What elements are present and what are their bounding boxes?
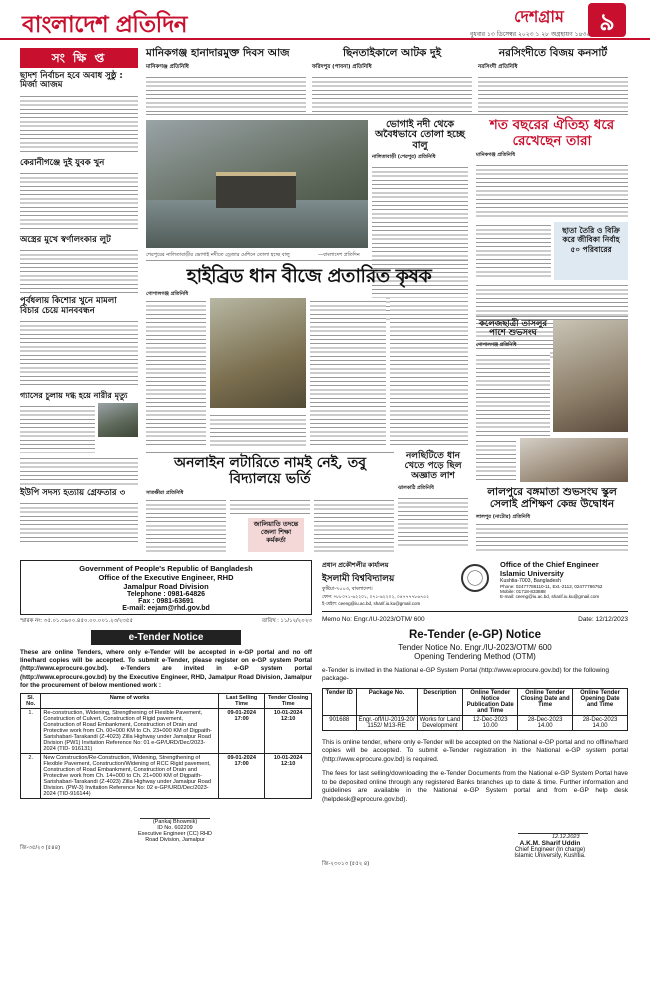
iu-th-pub: Online Tender Notice Publication Date and Time xyxy=(463,688,518,715)
story-hybrid-col4 xyxy=(390,298,468,448)
rule-top xyxy=(146,114,628,115)
story-hybrid-credit: গোপালগঞ্জ প্রতিনিধি xyxy=(146,291,189,297)
story-lalpur-photo[interactable] xyxy=(520,438,628,482)
story-manikganj-credit: মানিকগঞ্জ প্রতিনিধি xyxy=(146,63,189,70)
story-manikganj-headline[interactable]: মানিকগঞ্জ হানাদারমুক্ত দিবস আজ xyxy=(146,47,290,59)
story-college-photo[interactable] xyxy=(553,320,628,432)
iu-r1-id: 901688 xyxy=(323,715,357,730)
iu-th-close: Online Tender Closing Date and Time xyxy=(518,688,573,715)
story-bhogai-headline[interactable]: ভোগাই নদী থেকে অবৈধভাবে তোলা হচ্ছে বালু xyxy=(375,119,465,151)
rhd-r1-name: Re-construction, Widening, Strengthening of Flexible Pavement, Construction of Culvert, Construction of Rigid pavement, Construction of Road Embankment, Construction of Drain and Protective work from Ch. 00+000 KM to Ch. 23+000 KM of Digpaith-Sarishabari-Tarakandi (Z-4023) Zilla Highway under Jamalpur Road Division (PW1) Invitation Reference No: 01 e-GP/URD/Dec/2023-2024 (TID- 916131) xyxy=(41,708,219,753)
brief-headline-1[interactable]: ছাদশ নির্বাচন হবে অবাধ সুষ্ঠু : মির্জা আজম xyxy=(20,71,123,91)
rhd-th-sl: Sl. No. xyxy=(21,693,41,708)
rhd-r2-sell: 09-01-2024 17:00 xyxy=(218,753,265,798)
photo-caption: শেরপুরের নালিতাবাড়ীর ভোগাই নদীতে ড্রেজার মেশিনে তোলা হচ্ছে বালু xyxy=(146,252,290,258)
iu-th-pkg: Package No. xyxy=(356,688,417,715)
iu-date: Date: 12/12/2023 xyxy=(578,616,628,623)
iu-title: Re-Tender (e-GP) Notice xyxy=(408,629,542,641)
story-narsingdi-headline[interactable]: নরসিংদীতে বিজয় কনসার্ট xyxy=(498,47,608,59)
brief-headline-2[interactable]: কেরানীগঞ্জে দুই যুবক খুন xyxy=(20,157,105,168)
story-nalkup-body xyxy=(398,495,468,547)
story-bhogai-credit: নালিতাবাড়ী (শেরপুর) প্রতিনিধি xyxy=(372,154,436,161)
rhd-r2-close: 10-01-2024 12:10 xyxy=(265,753,312,798)
story-lalpur-side xyxy=(476,438,516,482)
rhd-footer-id: জি-৩৫/২৩ (৫৪৪) xyxy=(20,844,61,851)
iu-para2: The fees for last selling/downloading the e-Tender Documents from the National e-GP System Portal have to be deposited online through any registered Banks branches up to date & time. Further information and guidelines are available in the National e-GP System portal and from e-GP help desk (helpdesk@eprocure.gov.bd). xyxy=(322,770,628,803)
story-snatching-credit: ফরিদপুর (পাবনা) প্রতিনিধি xyxy=(312,63,372,70)
rule-online xyxy=(146,452,394,453)
brief-headline-3[interactable]: অস্ত্রের মুখে স্বর্ণালংকার লুট xyxy=(20,235,111,246)
briefs-title: সং ক্ষি প্ত xyxy=(20,48,138,68)
rhd-sig-id: ID No. 602209 xyxy=(157,824,193,831)
story-shoto-credit: মানিকগঞ্জ প্রতিনিধি xyxy=(476,152,515,159)
story-snatching-body xyxy=(312,74,472,114)
rhd-date: তারিখ : ১১/১২/২০২৩ xyxy=(261,618,312,624)
rhd-r1-close: 10-01-2024 12:10 xyxy=(265,708,312,753)
rhd-memo: স্মারক নং: ৩৫.০১.৩৯০০.৪৫০.০০.০০১.২৩/২৩৫৫ xyxy=(20,618,133,624)
iu-memo: Memo No: Engr./IU-2023/OTM/ 600 xyxy=(322,616,425,623)
iu-r1-pkg: Engr.-off/IU-2019-20/ 1152/ M13-RE xyxy=(356,715,417,730)
rhd-office: Office of the Executive Engineer, RHD xyxy=(98,573,234,582)
iu-sig-name: A.K.M. Sharif Uddin xyxy=(519,839,581,847)
iu-en-office: Office of the Chief Engineer xyxy=(500,560,599,569)
story-snatching xyxy=(312,48,472,114)
story-shoto-box: ছাতা তৈরি ও বিক্রি করে জীবিকা নির্বাহ ৫০ পরিবারের xyxy=(554,222,628,280)
story-manikganj-body xyxy=(146,74,306,114)
brief-body-5b xyxy=(20,455,138,485)
iu-footer-id: জি-২৩০১৩ (৫৫২ ৪) xyxy=(322,860,370,867)
story-lalpur-credit: লালপুর (নাটোর) প্রতিনিধি xyxy=(476,514,531,520)
story-online-col3 xyxy=(314,497,394,552)
brief-headline-6[interactable]: ইউপি সদস্য হত্যায় গ্রেফতার ৩ xyxy=(20,487,126,498)
iu-r1-pub: 12-Dec-2023 10.00 xyxy=(463,715,518,730)
story-hybrid-photo[interactable] xyxy=(210,298,306,408)
brief-body-4 xyxy=(20,318,138,388)
main-photo[interactable] xyxy=(146,120,368,248)
iu-sub2: Opening Tendering Method (OTM) xyxy=(414,652,536,661)
iu-r1-desc: Works for Land Development xyxy=(417,715,463,730)
brief-photo-5 xyxy=(98,403,138,437)
brief-headline-4[interactable]: পূর্বধলায় কিশোর খুনে মামলা বিচার চেয়ে মানববন্ধন xyxy=(20,296,117,316)
rhd-table xyxy=(20,693,312,799)
photo-credit: —বাংলাদেশ প্রতিদিন xyxy=(318,252,360,258)
notice-rhd xyxy=(20,560,312,984)
table-row xyxy=(21,708,312,753)
rhd-r2-name: New Construction/Re-Construction, Widening, Strengthening of Flexible Pavement, Construction/Widening of RCC Rigid pavement, Construction of Road Embankment, Construction of Drain and Protective work from Ch. 14+000 to Ch. 21+000 KM of Digpaith-Sarishabari-Tarakandi (Z-4023) Zilla Highway under Jamalpur Road Division. (PW-3) Invitation Reference No: 02 e-GP/URD/Dec/2023-2024 (TID-916144) xyxy=(41,753,219,798)
iu-sig-title: Chief Engineer (In charge) xyxy=(514,846,586,853)
rhd-th-close: Tender Closing Time xyxy=(265,693,312,708)
story-snatching-headline[interactable]: ছিনতাইকালে আটক দুই xyxy=(342,47,442,59)
iu-bn-email: ই-মেইল: ceeng@iu.ac.bd, sharif.iu.ku@gmail.com xyxy=(322,601,421,606)
rule-right-mid xyxy=(476,316,628,317)
brief-body-3 xyxy=(20,247,138,293)
story-shoto-body-a xyxy=(476,162,628,220)
story-online-box: জালিয়াতি তদন্তে জেলা শিক্ষা কর্মকর্তা xyxy=(248,518,304,552)
iu-para1: This is online tender, where only e-Tender will be accepted on the National e-GP portal and no offline/hard copies will be accepted. To submit e-Tender registration in the National e-GP system portal (http://www.eprocure.gov.bd) is required. xyxy=(322,738,628,763)
iu-r1-open: 28-Dec-2023 14.00 xyxy=(573,715,628,730)
story-hybrid-col2 xyxy=(210,412,306,448)
rhd-sig-place: Road Division, Jamalpur xyxy=(145,836,205,843)
brief-body-2 xyxy=(20,170,138,232)
story-online-headline[interactable]: অনলাইন লটারিতে নামই নেই, তবু বিদ্যালয়ে ভর্তি xyxy=(173,455,367,488)
story-college xyxy=(476,320,628,438)
rhd-r1-sell: 09-01-2024 17:00 xyxy=(218,708,265,753)
iu-sig-org: Islamic University, Kushtia. xyxy=(514,852,586,859)
iu-th-open: Online Tender Opening Date and Time xyxy=(573,688,628,715)
iu-bn-office: প্রধান প্রকৌশলীর কার্যালয় xyxy=(322,562,389,569)
story-hybrid-headline[interactable]: হাইব্রিড ধান বীজে প্রতারিত কৃষক xyxy=(186,265,432,287)
iu-en-phone: Phone: 02477786110-11, Ext.-2112, 02477786752 xyxy=(500,584,603,589)
photo-dredger xyxy=(216,172,296,208)
brief-headline-5[interactable]: গ্যাসের চুলায় দগ্ধ হয়ে নারীর মৃত্যু xyxy=(20,391,128,401)
iu-bn-addr: কুষ্টিয়া-৭০০৩, বাংলাদেশ। xyxy=(322,586,373,592)
iu-bn-phone: ফোন: +৮৮০৭১-৬২২০১, ০৭১-৬২২০২, ০৪৭৭৭৭৮৬৭৫২ xyxy=(322,594,430,599)
table-row xyxy=(323,715,628,730)
rhd-th-name: Name of works xyxy=(41,693,219,708)
iu-bn-univ: ইসলামী বিশ্ববিদ্যালয় xyxy=(322,573,395,583)
table-row xyxy=(21,753,312,798)
story-online-col1 xyxy=(146,497,226,552)
story-lalpur-body xyxy=(476,521,628,552)
brief-body-1 xyxy=(20,93,138,155)
rhd-division: Jamalpur Road Division xyxy=(123,582,209,591)
story-narsingdi-credit: নরসিংদী প্রতিনিধি xyxy=(478,63,518,70)
story-hybrid-col3 xyxy=(310,298,386,448)
iu-en-mobile: Mobile: 01718-833888 xyxy=(500,589,546,594)
story-online-col2 xyxy=(230,497,310,517)
iu-logo-icon xyxy=(461,564,489,592)
iu-signature xyxy=(518,818,588,834)
story-manikganj xyxy=(146,48,306,114)
story-college-body xyxy=(476,352,550,438)
rhd-tel: Telephone : 0981-64826 xyxy=(126,591,206,598)
iu-table xyxy=(322,688,628,731)
story-hybrid-col1 xyxy=(146,298,206,448)
iu-intro: e-Tender is invited in the National e-GP System Portal (http://www.eprocure.gov.bd) for the following package- xyxy=(322,667,609,683)
rhd-r2-sl: 2. xyxy=(21,753,41,798)
story-shoto-headline[interactable]: শত বছরের ঐতিহ্য ধরে রেখেছেন তারা xyxy=(489,117,615,149)
iu-th-id: Tender ID xyxy=(323,688,357,715)
story-narsingdi xyxy=(478,48,628,114)
brief-body-5 xyxy=(20,403,95,453)
story-college-headline[interactable]: কলেজছাত্রী তাসলুর পাশে শুভসংঘ xyxy=(478,319,548,339)
rhd-th-sell: Last Selling Time xyxy=(218,693,265,708)
story-lalpur-headline[interactable]: লালপুরে বঙ্গমাতা শুভসংঘ স্কুল সেলাই প্রশিক্ষণ কেন্দ্র উদ্বোধন xyxy=(487,486,617,511)
iu-en-addr: Kushtia-7003, Bangladesh xyxy=(500,578,561,584)
rhd-signature xyxy=(140,805,210,819)
story-online-credit: সাতক্ষীরা প্রতিনিধি xyxy=(146,490,184,496)
brief-body-6 xyxy=(20,500,138,542)
rhd-sig-name: (Pankaj Bhowmik) xyxy=(152,818,198,825)
iu-r1-close: 28-Dec-2023 14.00 xyxy=(518,715,573,730)
masthead-logo[interactable]: বাংলাদেশ প্রতিদিন xyxy=(22,11,188,38)
date-line: বুধবার ১৩ ডিসেম্বর ২০২৩ ১ ২৮ অগ্রহায়ণ ১৪৩০ xyxy=(470,31,591,38)
story-nalkup xyxy=(398,452,468,547)
iu-sub1: Tender Notice No. Engr./IU-2023/OTM/ 600 xyxy=(398,643,552,652)
rhd-email[interactable]: E-mail: eejam@rhd.gov.bd xyxy=(122,605,210,612)
masthead xyxy=(0,0,650,40)
rhd-gov: Government of People's Republic of Bangladesh xyxy=(79,564,253,573)
iu-en-email: E-mail: ceeng@iu.ac.bd, sharif.iu.ku@gmail.com xyxy=(500,594,600,599)
page-number: ৯ xyxy=(599,8,615,36)
story-nalkup-credit: ঝালকাঠি প্রতিনিধি xyxy=(398,485,434,491)
story-nalkup-headline[interactable]: নলছিটিতে ধান খেতে পড়ে ছিল অজ্ঞাত লাশ xyxy=(404,451,462,481)
briefs-column xyxy=(20,48,138,552)
rhd-fax: Fax : 0981-63691 xyxy=(138,598,194,605)
story-college-credit: গোপালগঞ্জ প্রতিনিধি xyxy=(476,342,517,348)
iu-en-univ: Islamic University xyxy=(500,569,564,578)
story-narsingdi-body xyxy=(478,74,628,114)
rule-hybrid xyxy=(146,260,468,261)
rhd-body: These are online Tenders, where only e-Tender will be accepted in e-GP portal and no off line/hard copies will be accepted. To submit e-Tender, please register on e-GP system Portal (http://www.eprocure.gov.bd). e-Tenders are invited in e-GP system portal (http://www.eprocure.gov.bd) by the Executive Engineer, RHD, Jamalpur Road Division, Jamalpur for the procurement of below mentioned work : xyxy=(20,649,312,689)
section-name: দেশগ্রাম xyxy=(514,7,564,26)
iu-th-desc: Description xyxy=(417,688,463,715)
rhd-sig-title: Executive Engineer (CC) RHD xyxy=(138,830,212,837)
notice-iu xyxy=(322,560,628,984)
iu-sig-date: 12.12.2023 xyxy=(552,833,580,840)
rhd-title: e-Tender Notice xyxy=(91,630,241,645)
story-shoto-body-b xyxy=(476,222,551,280)
rhd-r1-sl: 1. xyxy=(21,708,41,753)
